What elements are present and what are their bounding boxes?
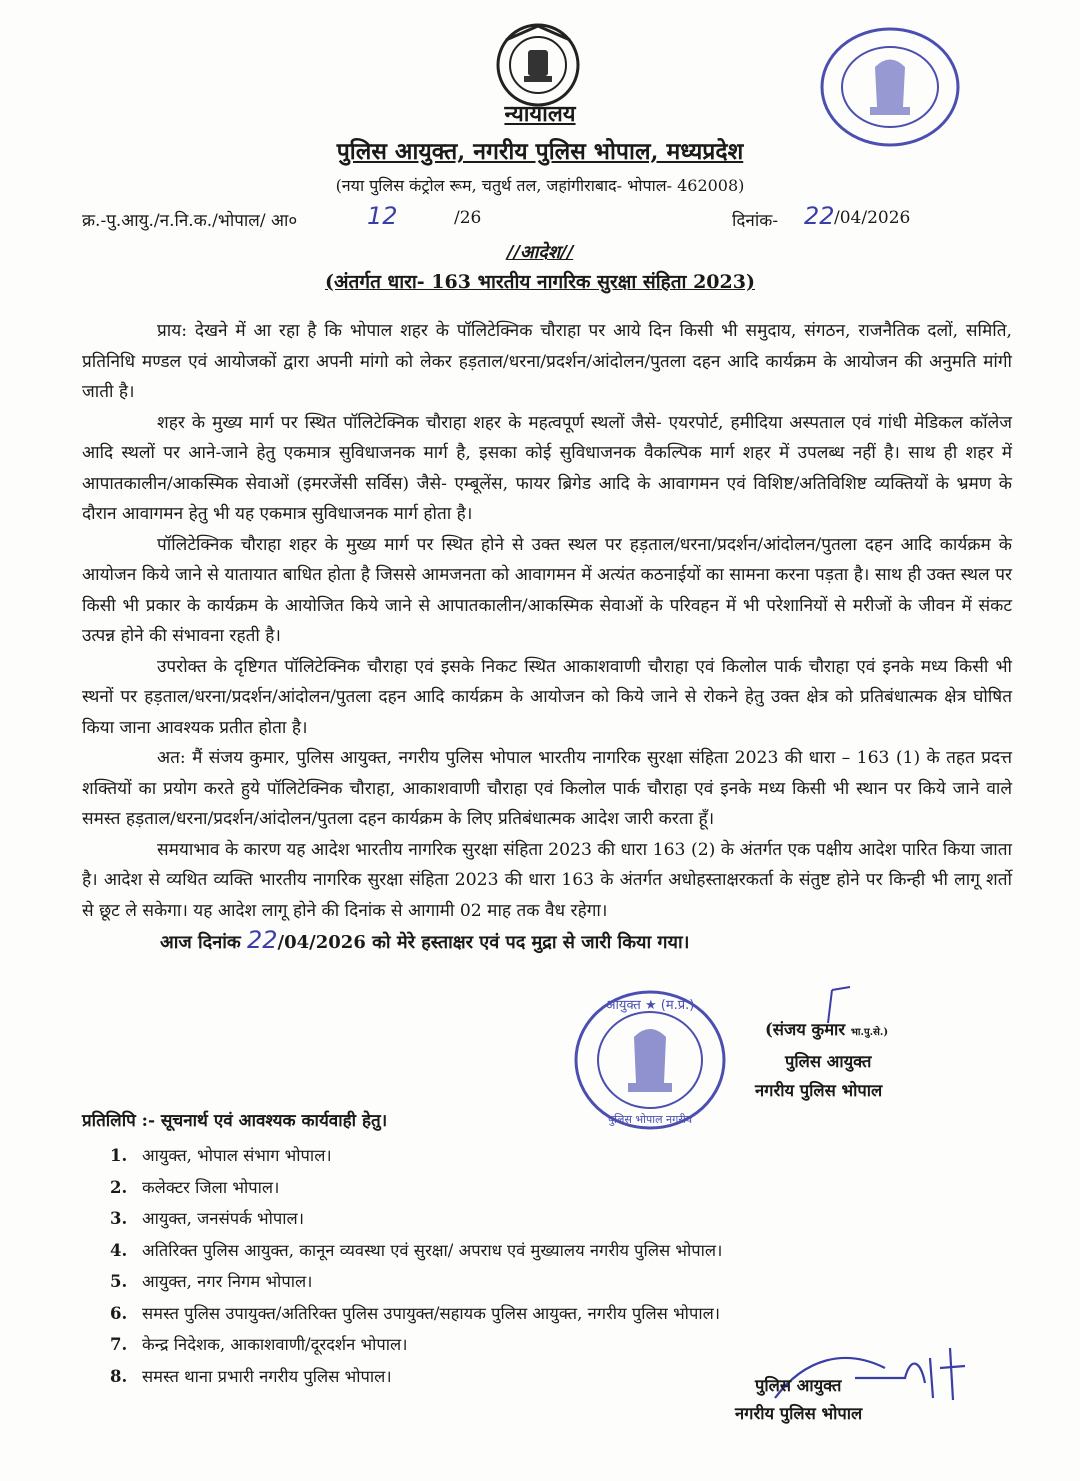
paragraph: समयाभाव के कारण यह आदेश भारतीय नागरिक सुरक्षा संहिता 2023 की धारा 163 (2) के अंतर्गत एक पक्षीय आदेश पारित किया जाता है। आदेश से व्यथित व्यक्ति भारतीय नागरिक सुरक्षा संहिता 2023 की धारा 163 के अंतर्गत अधोहस्ताक्षरकर्ता के संतुष्ट होने पर किन्ही भी लागू शर्तो से छूट ले सकेगा। यह आदेश लागू होने की दिनांक से आगामी 02 माह तक वैध रहेगा। <box>82 839 1012 921</box>
court-heading: न्यायालय <box>504 101 576 127</box>
list-item: 2. कलेक्टर जिला भोपाल। <box>110 1177 280 1197</box>
issued-day: 22 <box>247 926 278 954</box>
issued-prefix: आज दिनांक <box>160 932 241 953</box>
signatory-office: नगरीय पुलिस भोपाल <box>755 1081 883 1100</box>
list-item: 7. केन्द्र निदेशक, आकाशवाणी/दूरदर्शन भोपाल। <box>110 1335 408 1354</box>
order-body <box>82 316 1012 926</box>
official-seal-stamp <box>570 985 730 1135</box>
reference-row <box>82 202 942 236</box>
list-item: 8. समस्त थाना प्रभारी नगरीय पुलिस भोपाल। <box>110 1366 392 1386</box>
signatory-name: (संजय कुमार <box>765 1020 846 1039</box>
signatory-ips: भा.पु.से.) <box>850 1027 889 1038</box>
bottom-office: नगरीय पुलिस भोपाल <box>735 1404 863 1423</box>
order-title: //आदेश// <box>506 242 574 263</box>
office-address: (नया पुलिस कंट्रोल रूम, चतुर्थ तल, जहांगीराबाद- भोपाल- 462008) <box>335 176 745 195</box>
date-label: दिनांक- <box>732 211 779 231</box>
list-item: 6. समस्त पुलिस उपायुक्त/अतिरिक्त पुलिस उपायुक्त/सहायक पुलिस आयुक्त, नगरीय पुलिस भोपाल। <box>110 1303 721 1323</box>
paragraph: उपरोक्त के दृष्टिगत पॉलिटेक्निक चौराहा एवं इसके निकट स्थित आकाशवाणी चौराहा एवं किलोल पार्क चौराहा एवं इनके मध्य किसी भी स्थनों पर हड़ताल/धरना/प्रदर्शन/आंदोलन/पुतला दहन आदि कार्यक्रम के आयोजन को किये जाने से रोकने हेतु उक्त क्षेत्र को प्रतिबंधात्मक क्षेत्र घोषित किया जाना आवश्यक प्रतीत होता है। <box>82 656 1012 738</box>
date-day: 22 <box>804 202 835 230</box>
signatory-block <box>755 1015 955 1105</box>
paragraph: पॉलिटेक्निक चौराहा शहर के मुख्य मार्ग पर स्थित होने से उक्त स्थल पर हड़ताल/धरना/प्रदर्शन/आंदोलन/पुतला दहन आदि कार्यक्रम के आयोजन किये जाने से यातायात बाधित होता है जिससे आमजनता को आवागमन में अत्यंत कठनाईयों का सामना करना पड़ता है। साथ ही उक्त स्थल पर किसी भी प्रकार के कार्यक्रम के आयोजित किये जाने से आपातकालीन/आकस्मिक सेवाओं के परिवहन में भी परेशानियों से मरीजों के जीवन में संकट उत्पन्न होने की संभावना रहती है। <box>82 534 1012 646</box>
signatory-designation: पुलिस आयुक्त <box>785 1052 872 1071</box>
reference-prefix: क्र.-पु.आयु./न.नि.क./भोपाल/ आ० <box>82 211 298 231</box>
list-item: 4. अतिरिक्त पुलिस आयुक्त, कानून व्यवस्था एवं सुरक्षा/ अपराध एवं मुख्यालय नगरीय पुलिस भोपाल। <box>110 1240 723 1260</box>
date-rest: /04/2026 <box>834 208 911 228</box>
list-item: 3. आयुक्त, जनसंपर्क भोपाल। <box>110 1209 304 1228</box>
office-heading: पुलिस आयुक्त, नगरीय पुलिस भोपाल, मध्यप्रदेश <box>336 138 744 165</box>
copy-to-list <box>110 1140 722 1392</box>
police-emblem-logo <box>488 20 588 110</box>
stamp-text-bottom: पुलिस भोपाल नगरीय <box>607 1113 693 1126</box>
paragraph: शहर के मुख्य मार्ग पर स्थित पॉलिटेक्निक चौराहा शहर के महत्वपूर्ण स्थलों जैसे- एयरपोर्ट, हमीदिया अस्पताल एवं गांधी मेडिकल कॉलेज आदि स्थलों पर आने-जाने हेतु एकमात्र सुविधाजनक मार्ग है, इसका कोई सुविधाजनक वैकल्पिक मार्ग शहर में उपलब्ध नहीं है। साथ ही शहर में आपातकालीन/आकस्मिक सेवाओं (इमरजेंसी सर्विस) जैसे- एम्बूलेंस, फायर ब्रिगेड आदि के आवागमन एवं विशिष्ट/अतिविशिष्ट व्यक्तियों के भ्रमण के दौरान आवागमन हेतु भी यह एकमात्र सुविधाजनक मार्ग होता है। <box>82 412 1012 524</box>
copy-to-heading: प्रतिलिपि :- सूचनार्थ एवं आवश्यक कार्यवाही हेतु। <box>82 1111 388 1131</box>
issued-line <box>160 926 689 954</box>
reference-number: 12 <box>367 202 398 230</box>
section-title: (अंतर्गत धारा- 163 भारतीय नागरिक सुरक्षा संहिता 2023) <box>325 271 755 293</box>
bottom-designation: पुलिस आयुक्त <box>755 1376 842 1395</box>
commissioner-seal-stamp <box>815 22 965 152</box>
stamp-text-top: आयुक्त ★ (म.प्र.) <box>605 998 695 1013</box>
list-item: 5. आयुक्त, नगर निगम भोपाल। <box>110 1272 313 1291</box>
paragraph: अत: मैं संजय कुमार, पुलिस आयुक्त, नगरीय पुलिस भोपाल भारतीय नागरिक सुरक्षा संहिता 2023 की धारा – 163 (1) के तहत प्रदत्त शक्तियों का प्रयोग करते हुये पॉलिटेक्निक चौराहा, आकाशवाणी चौराहा एवं किलोल पार्क चौराहा एवं इनके मध्य किसी भी स्थान पर किये जाने वाले समस्त हड़ताल/धरना/प्रदर्शन/आंदोलन/पुतला दहन कार्यक्रम के लिए प्रतिबंधात्मक आदेश जारी करता हूँ। <box>82 748 1012 829</box>
paragraph: प्राय: देखने में आ रहा है कि भोपाल शहर के पॉलिटेक्निक चौराहा पर आये दिन किसी भी समुदाय, संगठन, राजनैतिक दलों, समिति, प्रतिनिधि मण्डल एवं आयोजकों द्वारा अपनी मांगो को लेकर हड़ताल/धरना/प्रदर्शन/आंदोलन/पुतला दहन आदि कार्यक्रम के आयोजन की अनुमति मांगी जाती है। <box>82 321 1012 402</box>
bottom-signatory-block <box>735 1372 862 1428</box>
list-item: 1. आयुक्त, भोपाल संभाग भोपाल। <box>110 1146 332 1165</box>
reference-suffix: /26 <box>454 208 482 228</box>
issued-suffix: /04/2026 को मेरे हस्ताक्षर एवं पद मुद्रा से जारी किया गया। <box>277 932 690 953</box>
